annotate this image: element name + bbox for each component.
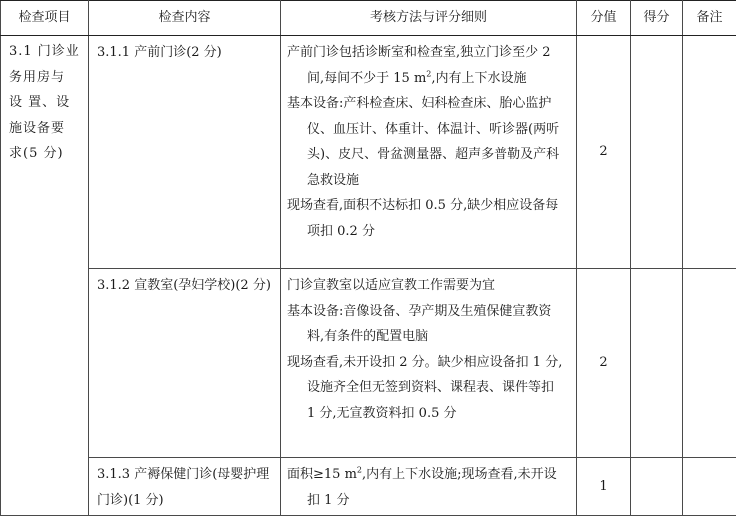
header-score: 分值 <box>577 1 631 36</box>
table-row <box>1 36 736 269</box>
method-para: 现场查看,面积不达标扣 0.5 分,缺少相应设备每项扣 0.2 分 <box>287 193 566 244</box>
notes-cell <box>683 458 736 516</box>
content-cell: 3.1.3 产褥保健门诊(母婴护理门诊)(1 分) <box>89 458 281 516</box>
table-row <box>1 458 736 516</box>
header-method: 考核方法与评分细则 <box>281 1 577 36</box>
section-cell <box>1 36 89 516</box>
content-cell: 3.1.1 产前门诊(2 分) <box>89 36 281 269</box>
score-cell: 2 <box>577 269 631 458</box>
method-para: 面积≥15 $m^2$,内有上下水设施;现场查看,未开设扣 1 分 <box>287 462 566 513</box>
section-line: 施设备要 <box>9 116 84 142</box>
method-cell <box>281 269 577 458</box>
section-line: 设 置、设 <box>9 90 84 116</box>
method-cell <box>281 36 577 269</box>
method-cell <box>281 458 577 516</box>
method-para: 产前门诊包括诊断室和检查室,独立门诊至少 2 间,每间不少于 15 $m^2$,内有上下水设施 <box>287 40 566 91</box>
table-header-row <box>1 1 736 36</box>
method-para: 基本设备:产科检查床、妇科检查床、胎心监护仪、血压计、体重计、体温计、听诊器(两听头)、皮尺、骨盆测量器、超声多普勒及产科急救设施 <box>287 91 566 193</box>
header-earned: 得分 <box>631 1 683 36</box>
notes-cell <box>683 36 736 269</box>
method-para: 门诊宣教室以适应宣教工作需要为宜 <box>287 273 566 299</box>
earned-cell <box>631 269 683 458</box>
method-para: 基本设备:音像设备、孕产期及生殖保健宣教资料,有条件的配置电脑 <box>287 299 566 350</box>
table-row <box>1 269 736 458</box>
section-line: 3.1 门诊业 <box>9 39 84 65</box>
notes-cell <box>683 269 736 458</box>
earned-cell <box>631 458 683 516</box>
method-para: 现场查看,未开设扣 2 分。缺少相应设备扣 1 分,设施齐全但无签到资料、课程表、课件等扣 1 分,无宣教资料扣 0.5 分 <box>287 350 566 427</box>
header-content: 检查内容 <box>89 1 281 36</box>
header-item: 检查项目 <box>1 1 89 36</box>
header-notes: 备注 <box>683 1 736 36</box>
content-cell: 3.1.2 宣教室(孕妇学校)(2 分) <box>89 269 281 458</box>
section-line: 求(5 分) <box>9 141 84 167</box>
score-cell: 1 <box>577 458 631 516</box>
score-cell: 2 <box>577 36 631 269</box>
earned-cell <box>631 36 683 269</box>
section-line: 务用房与 <box>9 65 84 91</box>
